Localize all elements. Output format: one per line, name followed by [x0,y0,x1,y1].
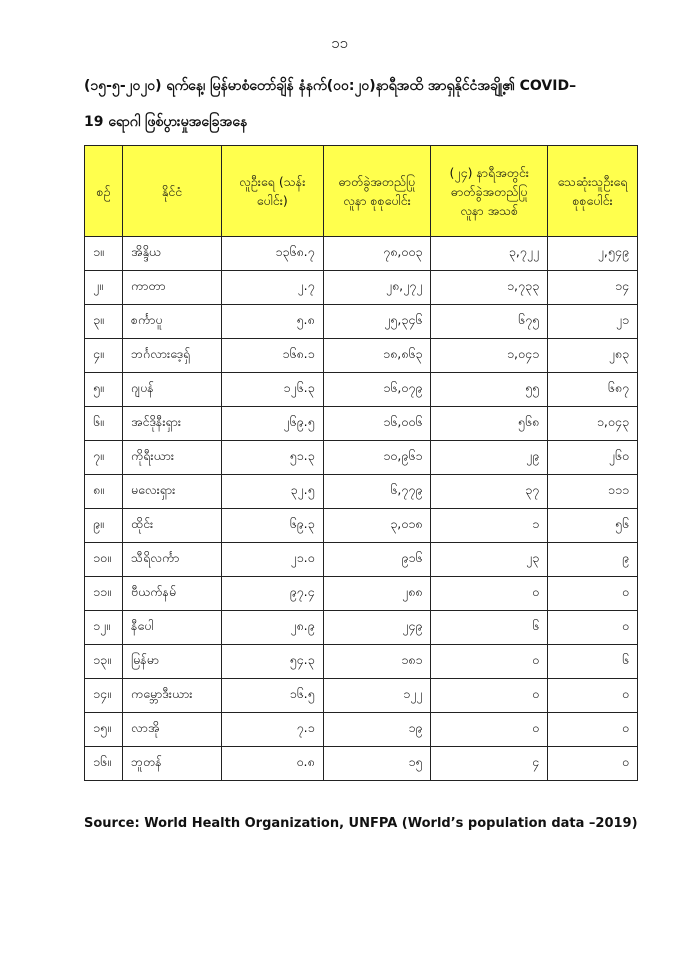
row-total-confirmed: ၁၆,၀၀၆ [323,407,431,441]
row-total-confirmed: ၁၈၁ [323,645,431,679]
row-total-confirmed: ၃,၀၁၈ [323,509,431,543]
row-total-deaths: ၁၄ [548,271,638,305]
row-serial: ၉။ [85,509,123,543]
table-row [85,271,638,305]
table-row [85,237,638,271]
row-total-confirmed: ၁၅ [323,747,431,781]
row-total-deaths: ၀ [548,679,638,713]
row-new-24h: ၆၇၅ [431,305,548,339]
row-total-deaths: ၅၆ [548,509,638,543]
row-serial: ၂။ [85,271,123,305]
row-total-deaths: ၂,၅၄၉ [548,237,638,271]
row-new-24h: ၅၆၈ [431,407,548,441]
row-country: ကိုရီးယား [122,441,221,475]
row-new-24h: ၂၃ [431,543,548,577]
table-row [85,441,638,475]
row-country: အင်ဒိုနီးရှား [122,407,221,441]
row-total-deaths: ၁,၀၄၃ [548,407,638,441]
table-row [85,543,638,577]
row-serial: ၈။ [85,475,123,509]
row-country: သီရိလင်္ကာ [122,543,221,577]
row-total-deaths: ၂၈၃ [548,339,638,373]
row-serial: ၁၆။ [85,747,123,781]
table-row [85,407,638,441]
row-population: ၉၇.၄ [221,577,323,611]
row-new-24h: ၁ [431,509,548,543]
row-population: ၂၈.၉ [221,611,323,645]
row-new-24h: ၁,၇၃၃ [431,271,548,305]
table-row [85,713,638,747]
row-total-deaths: ၀ [548,713,638,747]
page-number: ၁၁ [331,34,348,52]
row-country: ဗီယက်နမ် [122,577,221,611]
row-serial: ၁၄။ [85,679,123,713]
header-population: လူဦးရေ (သန်းပေါင်း) [221,146,323,237]
row-population: ၃၂.၅ [221,475,323,509]
row-total-deaths: ၆ [548,645,638,679]
row-country: ဘူတန် [122,747,221,781]
row-new-24h: ၀ [431,645,548,679]
row-new-24h: ၀ [431,713,548,747]
source-note: Source: World Health Organization, UNFPA (World’s population data –2019) [84,816,638,831]
row-serial: ၁၀။ [85,543,123,577]
row-population: ၁၂၆.၃ [221,373,323,407]
row-serial: ၁၅။ [85,713,123,747]
row-serial: ၇။ [85,441,123,475]
row-country: မလေးရှား [122,475,221,509]
row-country: မြန်မာ [122,645,221,679]
row-population: ၂၁.၀ [221,543,323,577]
table-row [85,747,638,781]
row-total-confirmed: ၁၂၂ [323,679,431,713]
row-total-confirmed: ၆,၇၇၉ [323,475,431,509]
row-country: ဘင်္ဂလားဒေ့ရှ် [122,339,221,373]
row-total-confirmed: ၇၈,၀၀၃ [323,237,431,271]
row-new-24h: ၂၉ [431,441,548,475]
table-row [85,611,638,645]
row-serial: ၃။ [85,305,123,339]
header-country: နိုင်ငံ [122,146,221,237]
row-country: စင်္ကာပူ [122,305,221,339]
row-population: ၇.၁ [221,713,323,747]
row-total-confirmed: ၁၀,၉၆၁ [323,441,431,475]
row-new-24h: ၁,၀၄၁ [431,339,548,373]
table-row [85,339,638,373]
row-total-deaths: ၆၈၇ [548,373,638,407]
row-serial: ၄။ [85,339,123,373]
row-new-24h: ၅၅ [431,373,548,407]
header-serial: စဉ် [85,146,123,237]
row-population: ၁၆.၅ [221,679,323,713]
row-total-confirmed: ၂၄၉ [323,611,431,645]
row-new-24h: ၆ [431,611,548,645]
row-total-confirmed: ၁၆,၀၇၉ [323,373,431,407]
row-country: နီပေါ [122,611,221,645]
row-country: ထိုင်း [122,509,221,543]
row-population: ၅၁.၃ [221,441,323,475]
row-serial: ၁။ [85,237,123,271]
table-row [85,577,638,611]
row-total-confirmed: ၂၈၈ [323,577,431,611]
row-population: ၂.၇ [221,271,323,305]
row-population: ၅.၈ [221,305,323,339]
row-total-confirmed: ၉၁၆ [323,543,431,577]
row-total-confirmed: ၂၈,၂၇၂ [323,271,431,305]
table-row [85,645,638,679]
row-country: ကမ္ဘောဒီးယား [122,679,221,713]
row-total-deaths: ၁၁၁ [548,475,638,509]
covid-asia-table [84,145,638,781]
table-row [85,509,638,543]
document-title: (၁၅-၅-၂၀၂၀) ရက်နေ့၊ မြန်မာစံတော်ချိန် နံနက်(၀၀:၂၀)နာရီအထိ အာရှနိုင်ငံအချို့၏ COVID– [84,78,577,94]
row-total-confirmed: ၁၉ [323,713,431,747]
row-population: ၆၉.၃ [221,509,323,543]
row-country: ကာတာ [122,271,221,305]
row-country: အိန္ဒိယ [122,237,221,271]
header-new-24h: (၂၄) နာရီအတွင်း ဓာတ်ခွဲအတည်ပြု လူနာ အသစ် [431,146,548,237]
row-population: ၁၆၈.၁ [221,339,323,373]
header-total-deaths: သေဆုံးသူဦးရေ စုစုပေါင်း [548,146,638,237]
row-population: ၀.၈ [221,747,323,781]
header-total-confirmed: ဓာတ်ခွဲအတည်ပြု လူနာ စုစုပေါင်း [323,146,431,237]
row-total-deaths: ၉ [548,543,638,577]
document-title-continued: 19 ရောဂါ ဖြစ်ပွားမှုအခြေအနေ [84,114,248,130]
table-row [85,475,638,509]
row-total-confirmed: ၂၅,၃၄၆ [323,305,431,339]
table-row [85,679,638,713]
table-row [85,305,638,339]
table-header-row [85,146,638,237]
row-new-24h: ၃,၇၂၂ [431,237,548,271]
row-serial: ၅။ [85,373,123,407]
row-population: ၁၃၆၈.၇ [221,237,323,271]
row-new-24h: ၄ [431,747,548,781]
row-new-24h: ၃၇ [431,475,548,509]
row-serial: ၁၃။ [85,645,123,679]
row-total-deaths: ၀ [548,577,638,611]
row-population: ၂၆၉.၅ [221,407,323,441]
row-population: ၅၄.၃ [221,645,323,679]
row-country: ဂျပန် [122,373,221,407]
row-country: လာအို [122,713,221,747]
row-total-confirmed: ၁၈,၈၆၃ [323,339,431,373]
table-row [85,373,638,407]
row-total-deaths: ၀ [548,611,638,645]
row-serial: ၆။ [85,407,123,441]
row-new-24h: ၀ [431,679,548,713]
row-total-deaths: ၀ [548,747,638,781]
row-serial: ၁၂။ [85,611,123,645]
row-new-24h: ၀ [431,577,548,611]
row-total-deaths: ၂၁ [548,305,638,339]
row-total-deaths: ၂၆၀ [548,441,638,475]
row-serial: ၁၁။ [85,577,123,611]
